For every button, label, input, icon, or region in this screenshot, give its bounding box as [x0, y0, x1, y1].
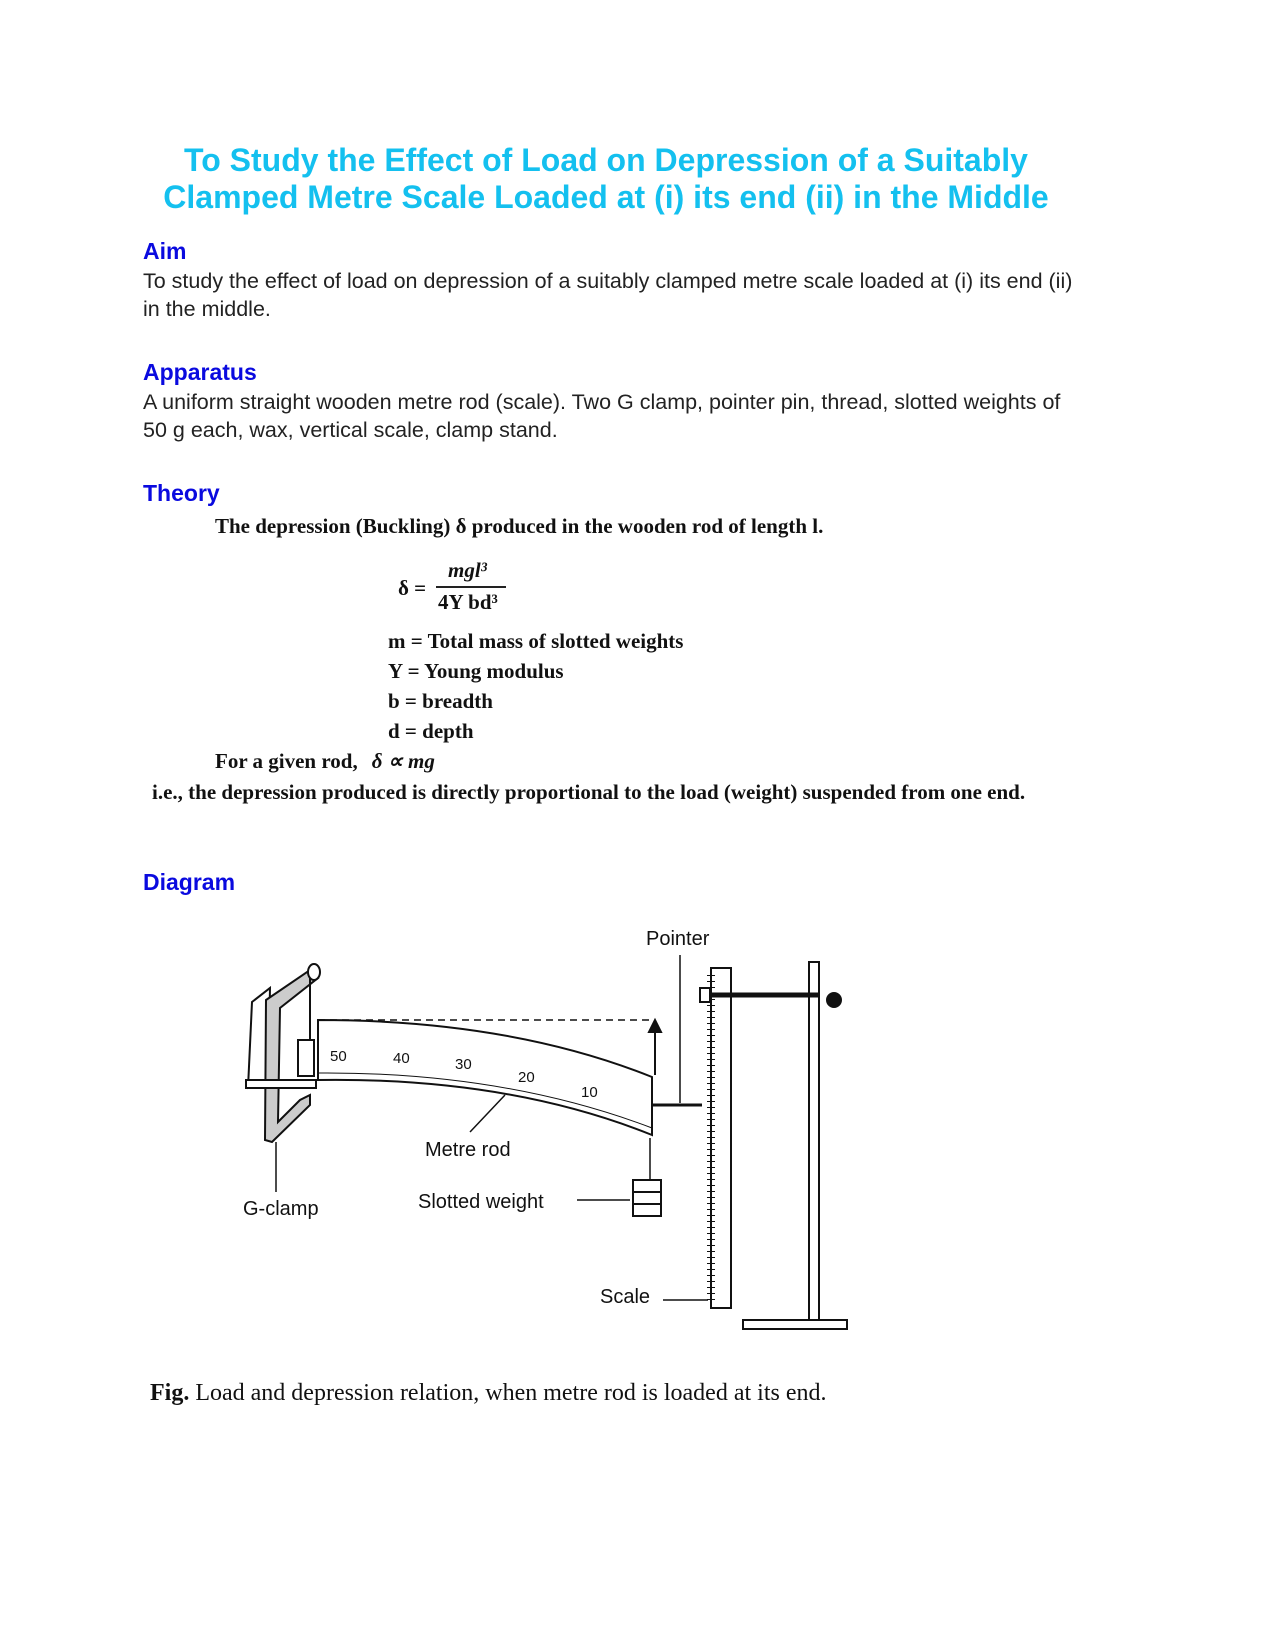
apparatus-text: A uniform straight wooden metre rod (scale). Two G clamp, pointer pin, thread, slotted weights of 50 g each, wax, vertical scale, clamp stand. [143, 390, 1061, 442]
title-line-2: Clamped Metre Scale Loaded at (i) its end (ii) in the Middle [163, 179, 1049, 215]
apparatus-heading: Apparatus [143, 359, 257, 385]
definition-y: Y = Young modulus [388, 659, 564, 683]
aim-text: To study the effect of load on depression of a suitably clamped metre scale loaded at (i) its end (ii) in the middle. [143, 269, 1073, 321]
definition-m: m = Total mass of slotted weights [388, 629, 684, 653]
rod-tick-20: 20 [518, 1069, 535, 1086]
label-pointer: Pointer [646, 928, 710, 950]
figure-caption-text: Load and depression relation, when metre rod is loaded at its end. [195, 1380, 827, 1406]
label-g-clamp: G-clamp [243, 1198, 319, 1220]
given-rod-label: For a given rod, [215, 749, 358, 773]
rod-tick-50: 50 [330, 1048, 347, 1065]
figure-caption-label: Fig. [150, 1380, 190, 1406]
label-scale: Scale [600, 1286, 651, 1308]
theory-intro: The depression (Buckling) δ produced in the wooden rod of length l. [215, 514, 824, 538]
rod-tick-40: 40 [393, 1050, 410, 1067]
label-metre-rod: Metre rod [425, 1139, 511, 1161]
metre-rod-drawing [318, 955, 702, 1216]
label-slotted-weight: Slotted weight [418, 1191, 544, 1213]
g-clamp-drawing [246, 964, 320, 1192]
figure-caption [150, 1380, 826, 1407]
formula-denominator: 4Y bd³ [438, 590, 498, 614]
diagram-heading: Diagram [143, 869, 236, 895]
formula-lhs: δ = [398, 576, 427, 600]
definition-b: b = breadth [388, 689, 493, 713]
theory-heading: Theory [143, 480, 220, 506]
proportional-relation: δ ∝ mg [371, 749, 435, 773]
rod-tick-10: 10 [581, 1084, 598, 1101]
vertical-scale-stand [663, 962, 847, 1329]
title-line-1: To Study the Effect of Load on Depression of a Suitably [184, 142, 1028, 178]
aim-heading: Aim [143, 238, 187, 264]
formula-numerator: mgl³ [448, 558, 487, 582]
rod-tick-30: 30 [455, 1056, 472, 1073]
theory-conclusion: i.e., the depression produced is directly proportional to the load (weight) suspended from one end. [152, 780, 1026, 804]
definition-d: d = depth [388, 719, 474, 743]
